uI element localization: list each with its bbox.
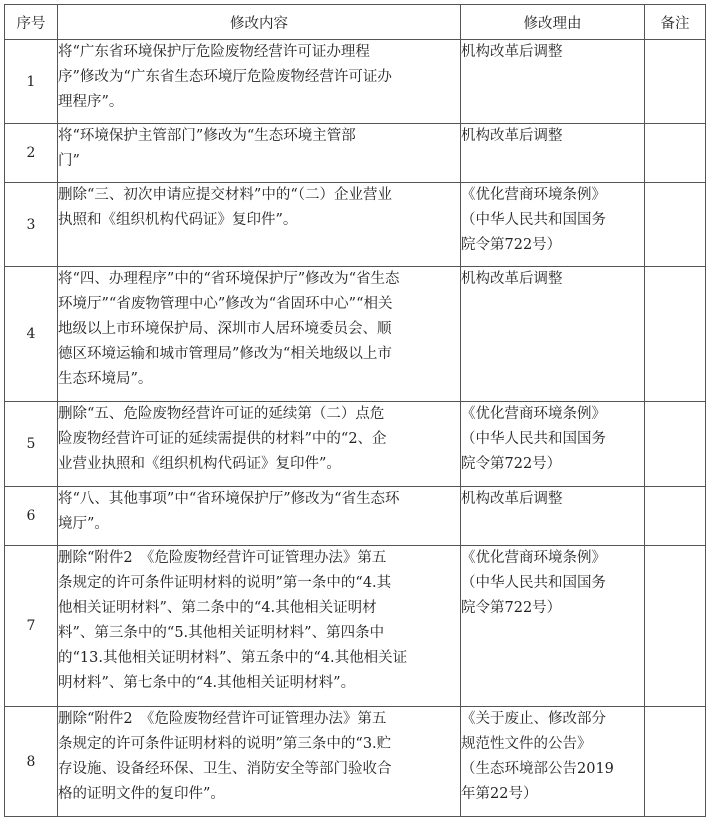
- row-note: [645, 124, 706, 183]
- row-number: 4: [5, 267, 58, 402]
- row-reason: 机构改革后调整: [461, 267, 645, 402]
- row-number: 6: [5, 487, 58, 546]
- row-reason: 机构改革后调整: [461, 124, 645, 183]
- row-number: 2: [5, 124, 58, 183]
- row-note: [645, 487, 706, 546]
- table-row: [5, 267, 706, 402]
- row-content: 将“八、其他事项”中“省环境保护厅”修改为“省生态环 境厅”。: [58, 487, 461, 546]
- header-seq: 序号: [5, 5, 58, 40]
- row-content: 删除“五、危险废物经营许可证的延续第（二）点危 险废物经营许可证的延续需提供的材料”中的“2、企 业营业执照和《组织机构代码证》复印件”。: [58, 402, 461, 487]
- row-reason: 机构改革后调整: [461, 487, 645, 546]
- table-row: [5, 183, 706, 267]
- table-row: [5, 707, 706, 817]
- row-number: 5: [5, 402, 58, 487]
- row-number: 8: [5, 707, 58, 817]
- table-row: [5, 402, 706, 487]
- table-row: [5, 40, 706, 124]
- table-row: [5, 487, 706, 546]
- row-content: 将“环境保护主管部门”修改为“生态环境主管部 门”: [58, 124, 461, 183]
- row-reason: 《关于废止、修改部分 规范性文件的公告》 （生态环境部公告2019 年第22号）: [461, 707, 645, 817]
- row-note: [645, 402, 706, 487]
- row-reason: 机构改革后调整: [461, 40, 645, 124]
- row-note: [645, 40, 706, 124]
- row-content: 将“广东省环境保护厅危险废物经营许可证办理程 序”修改为“广东省生态环境厅危险废物经营许可证办 理程序”。: [58, 40, 461, 124]
- row-reason: 《优化营商环境条例》 （中华人民共和国国务 院令第722号）: [461, 402, 645, 487]
- header-content: 修改内容: [58, 5, 461, 40]
- table-row: [5, 546, 706, 707]
- row-content: 删除“三、初次申请应提交材料”中的“（二）企业营业 执照和《组织机构代码证》复印件”。: [58, 183, 461, 267]
- table-row: [5, 124, 706, 183]
- row-note: [645, 267, 706, 402]
- row-reason: 《优化营商环境条例》 （中华人民共和国国务 院令第722号）: [461, 546, 645, 707]
- revision-table: [4, 4, 706, 817]
- header-row: [5, 5, 706, 40]
- row-number: 1: [5, 40, 58, 124]
- row-reason: 《优化营商环境条例》 （中华人民共和国国务 院令第722号）: [461, 183, 645, 267]
- row-number: 7: [5, 546, 58, 707]
- row-number: 3: [5, 183, 58, 267]
- row-note: [645, 546, 706, 707]
- row-content: 将“四、办理程序”中的“省环境保护厅”修改为“省生态 环境厅”“省废物管理中心”修改为“省固环中心”“相关 地级以上市环境保护局、深圳市人居环境委员会、顺 德区环境运输和城市管理局”修改为“相关地级以上市 生态环境局”。: [58, 267, 461, 402]
- row-note: [645, 707, 706, 817]
- row-note: [645, 183, 706, 267]
- row-content: 删除“附件2 《危险废物经营许可证管理办法》第五 条规定的许可条件证明材料的说明”第三条中的“3.贮 存设施、设备经环保、卫生、消防安全等部门验收合 格的证明文件的复印件”。: [58, 707, 461, 817]
- header-reason: 修改理由: [461, 5, 645, 40]
- row-content: 删除“附件2 《危险废物经营许可证管理办法》第五 条规定的许可条件证明材料的说明”第一条中的“4.其 他相关证明材料”、第二条中的“4.其他相关证明材 料”、第三条中的“5.其他相关证明材料”、第四条中 的“13.其他相关证明材料”、第五条中的“4.其他相关证 明材料”、第七条中的“4.其他相关证明材料”。: [58, 546, 461, 707]
- header-note: 备注: [645, 5, 706, 40]
